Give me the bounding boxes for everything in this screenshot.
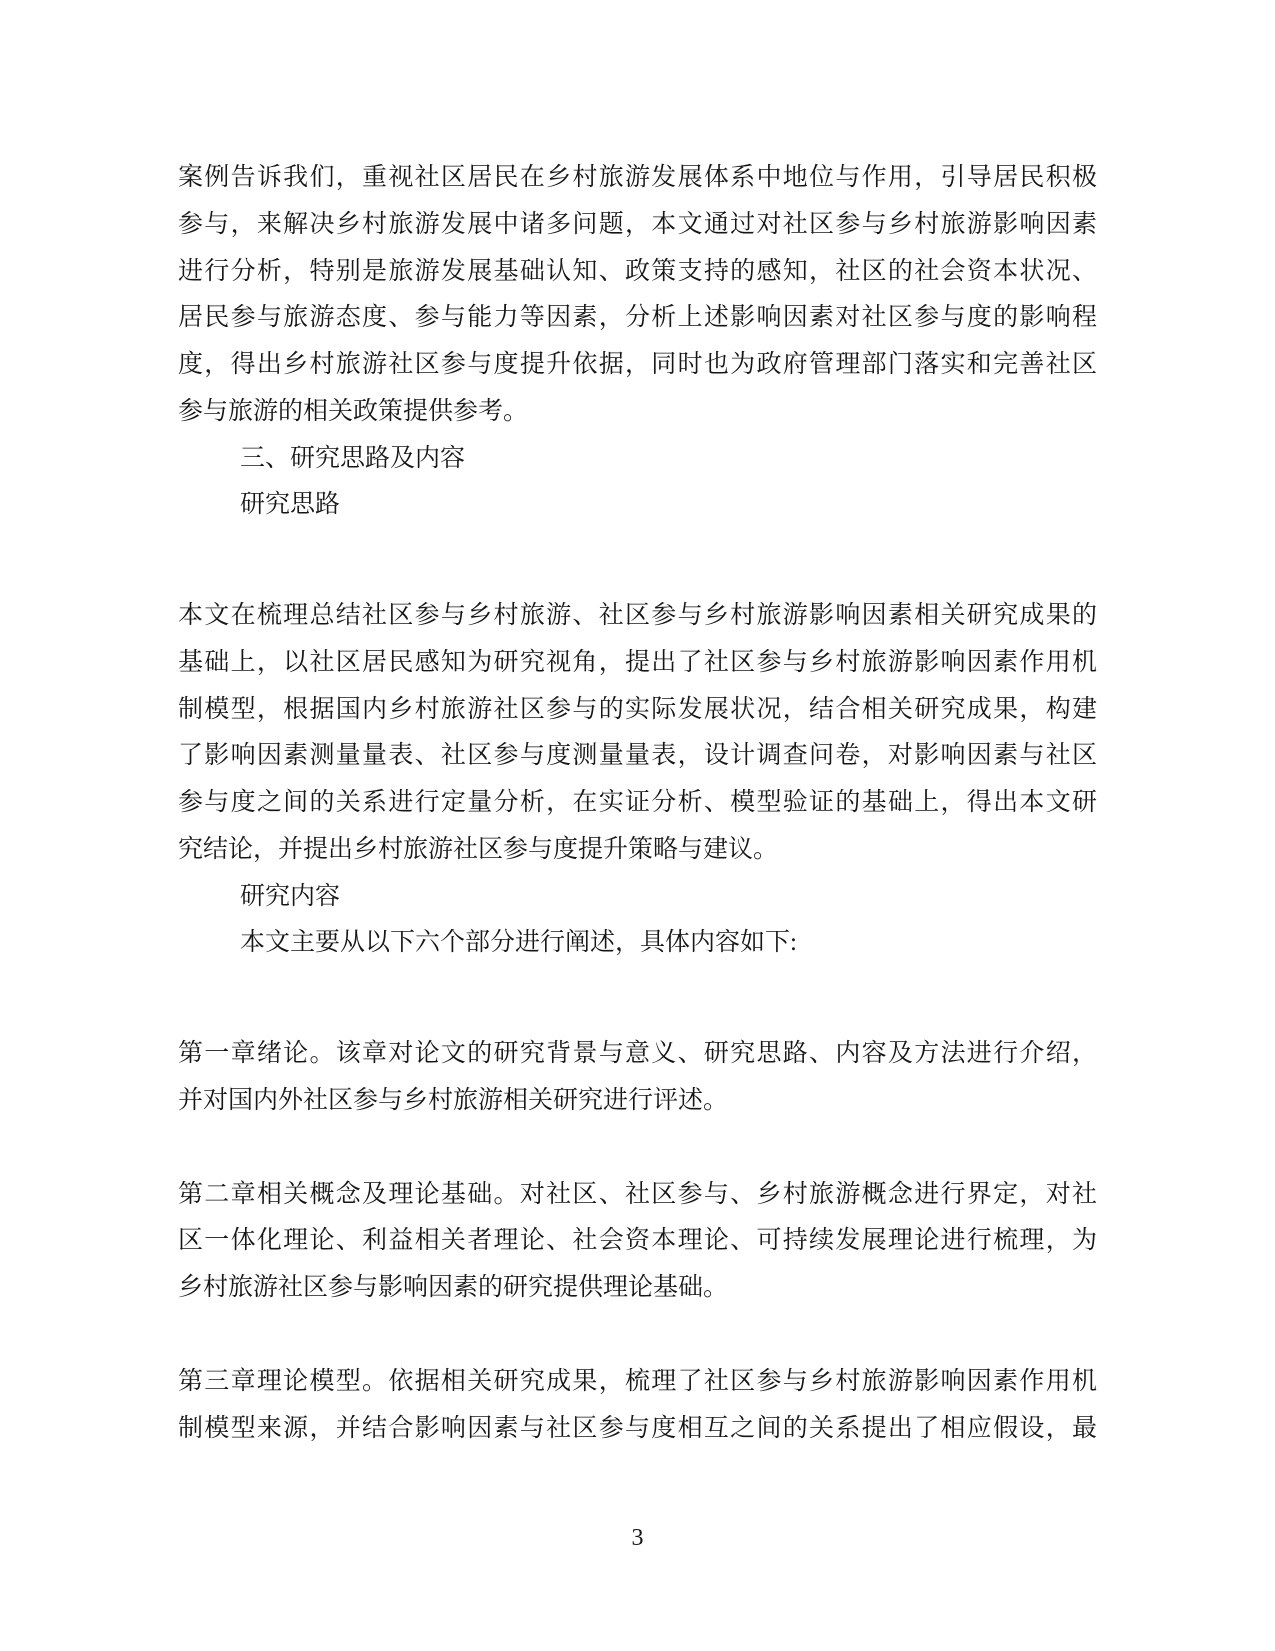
text-line: 制模型，根据国内乡村旅游社区参与的实际发展状况，结合相关研究成果，构建: [178, 695, 1097, 723]
text-line: 第二章相关概念及理论基础。对社区、社区参与、乡村旅游概念进行界定，对社: [178, 1180, 1097, 1208]
spacer: [178, 1312, 1097, 1359]
paragraph: [178, 593, 1097, 874]
text-line: 第一章绪论。该章对论文的研究背景与意义、研究思路、内容及方法进行介绍，: [178, 1040, 1097, 1067]
text-line: 三、研究思路及内容: [240, 444, 466, 472]
text-line: 本文主要从以下六个部分进行阐述，具体内容如下:: [240, 929, 797, 957]
text-line: 居民参与旅游态度、参与能力等因素，分析上述影响因素对社区参与度的影响程: [178, 304, 1097, 332]
text-line: 并对国内外社区参与乡村旅游相关研究进行评述。: [178, 1086, 729, 1114]
text-line: 参与旅游的相关政策提供参考。: [178, 397, 529, 425]
text-line: 案例告诉我们，重视社区居民在乡村旅游发展体系中地位与作用，引导居民积极: [178, 164, 1097, 191]
heading: [178, 482, 1097, 529]
text-line: 第三章理论模型。依据相关研究成果，梳理了社区参与乡村旅游影响因素作用机: [178, 1367, 1097, 1395]
text-line: 了影响因素测量量表、社区参与度测量量表，设计调查问卷，对影响因素与社区: [178, 742, 1097, 770]
text-line: 参与，来解决乡村旅游发展中诸多问题，本文通过对社区参与乡村旅游影响因素: [178, 210, 1097, 238]
text-line: 进行分析，特别是旅游发展基础认知、政策支持的感知，社区的社会资本状况、: [178, 257, 1097, 285]
text-line: 乡村旅游社区参与影响因素的研究提供理论基础。: [178, 1274, 729, 1301]
text-line: 究结论，并提出乡村旅游社区参与度提升策略与建议。: [178, 835, 779, 863]
text-line: 本文在梳理总结社区参与乡村旅游、社区参与乡村旅游影响因素相关研究成果的: [178, 602, 1097, 629]
spacer: [178, 529, 1097, 593]
spacer: [178, 1125, 1097, 1172]
spacer: [178, 967, 1097, 1031]
paragraph: [178, 1359, 1097, 1453]
text-line: 度，得出乡村旅游社区参与度提升依据，同时也为政府管理部门落实和完善社区: [178, 351, 1097, 378]
paragraph: [178, 1172, 1097, 1312]
text-line: 制模型来源，并结合影响因素与社区参与度相互之间的关系提出了相应假设，最: [178, 1414, 1097, 1442]
heading: [178, 920, 1097, 967]
text-line: 研究思路: [240, 491, 341, 519]
paragraph: [178, 1031, 1097, 1125]
page-number: 3: [631, 1525, 644, 1551]
text-line: 基础上，以社区居民感知为研究视角，提出了社区参与乡村旅游影响因素作用机: [178, 648, 1097, 676]
heading: [178, 874, 1097, 921]
paragraph: [178, 155, 1097, 436]
document-body: [178, 155, 1097, 1452]
page-footer: [0, 1515, 1275, 1562]
text-line: 研究内容: [240, 882, 341, 910]
text-line: 参与度之间的关系进行定量分析，在实证分析、模型验证的基础上，得出本文研: [178, 789, 1097, 816]
text-line: 区一体化理论、利益相关者理论、社会资本理论、可持续发展理论进行梳理，为: [178, 1227, 1097, 1255]
heading: [178, 436, 1097, 483]
